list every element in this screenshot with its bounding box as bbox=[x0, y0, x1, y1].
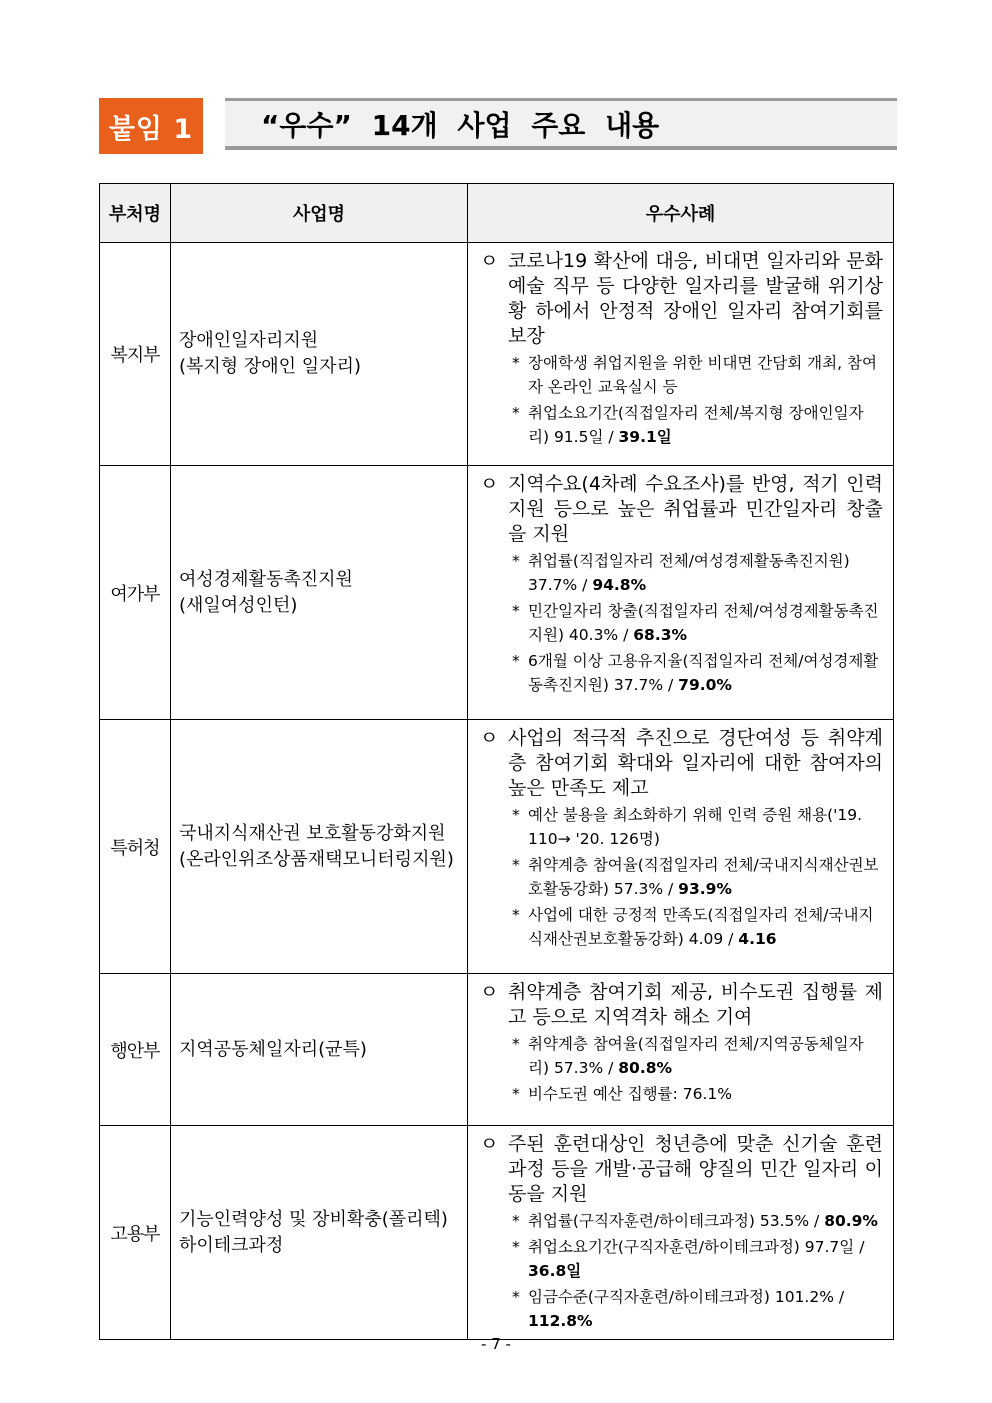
note-marker: * bbox=[512, 354, 520, 372]
note-highlight-value: 80.8% bbox=[618, 1059, 673, 1077]
project-subname: (복지형 장애인 일자리) bbox=[179, 356, 361, 377]
attachment-badge: 붙임 1 bbox=[99, 98, 203, 154]
note-highlight-value: 39.1일 bbox=[618, 428, 672, 446]
sub-note bbox=[480, 1235, 883, 1283]
page-header bbox=[99, 98, 897, 154]
sub-note bbox=[480, 351, 883, 399]
main-point-text: 사업의 적극적 추진으로 경단여성 등 취약계층 참여기회 확대와 일자리에 대한 참여자의 높은 만족도 제고 bbox=[508, 727, 883, 799]
project-name: 기능인력양성 및 장비확충(폴리텍) bbox=[179, 1208, 448, 1230]
note-marker: * bbox=[512, 652, 520, 670]
sub-note bbox=[480, 649, 883, 697]
note-marker: * bbox=[512, 1238, 520, 1256]
table-row bbox=[100, 720, 894, 974]
note-text: 취업소요기간(구직자훈련/하이테크과정) 97.7일 / bbox=[528, 1238, 865, 1256]
sub-note bbox=[480, 549, 883, 597]
note-highlight-value: 93.9% bbox=[678, 880, 732, 898]
bullet-marker: ㅇ bbox=[480, 473, 499, 495]
cases-cell bbox=[468, 243, 894, 466]
note-highlight-value: 112.8% bbox=[528, 1312, 593, 1330]
note-text: 6개월 이상 고용유지율(직접일자리 전체/여성경제활동촉진지원) 37.7% / bbox=[528, 652, 879, 694]
project-cell bbox=[171, 466, 468, 720]
note-highlight-value: 79.0% bbox=[678, 676, 732, 694]
note-marker: * bbox=[512, 1288, 520, 1306]
main-point bbox=[480, 472, 883, 547]
project-name: 국내지식재산권 보호활동강화지원 bbox=[179, 822, 446, 844]
project-name: 장애인일자리지원 bbox=[179, 330, 319, 351]
main-point-text: 주된 훈련대상인 청년층에 맞춘 신기술 훈련과정 등을 개발·공급해 양질의 민간 일자리 이동을 지원 bbox=[508, 1133, 883, 1205]
sub-note bbox=[480, 853, 883, 901]
sub-note bbox=[480, 1082, 883, 1106]
note-text: 취업률(구직자훈련/하이테크과정) 53.5% / bbox=[528, 1212, 825, 1230]
main-point-text: 지역수요(4차례 수요조사)를 반영, 적기 인력지원 등으로 높은 취업률과 민간일자리 창출을 지원 bbox=[508, 473, 883, 545]
cases-cell bbox=[468, 720, 894, 974]
header-project: 사업명 bbox=[171, 184, 468, 243]
dept-cell: 특허청 bbox=[100, 720, 171, 974]
bullet-marker: ㅇ bbox=[480, 727, 499, 749]
bullet-marker: ㅇ bbox=[480, 981, 499, 1003]
table-row bbox=[100, 974, 894, 1126]
note-text: 취업률(직접일자리 전체/여성경제활동촉진지원) 37.7% / bbox=[528, 552, 850, 594]
note-text: 취약계층 참여율(직접일자리 전체/지역공동체일자리) 57.3% / bbox=[528, 1035, 864, 1077]
project-cell bbox=[171, 974, 468, 1126]
main-point bbox=[480, 980, 883, 1030]
note-marker: * bbox=[512, 1035, 520, 1053]
header-dept: 부처명 bbox=[100, 184, 171, 243]
project-subname: (새일여성인턴) bbox=[179, 594, 298, 616]
bullet-marker: ㅇ bbox=[480, 1133, 499, 1155]
note-text: 민간일자리 창출(직접일자리 전체/여성경제활동촉진지원) 40.3% / bbox=[528, 602, 879, 644]
sub-note bbox=[480, 1032, 883, 1080]
table-row bbox=[100, 1126, 894, 1340]
sub-note bbox=[480, 401, 883, 449]
project-name: 지역공동체일자리(균특) bbox=[179, 1038, 367, 1060]
table-row bbox=[100, 243, 894, 466]
table-row bbox=[100, 466, 894, 720]
dept-cell: 여가부 bbox=[100, 466, 171, 720]
sub-note bbox=[480, 803, 883, 851]
note-highlight-value: 68.3% bbox=[633, 626, 688, 644]
project-subname: 하이테크과정 bbox=[179, 1234, 284, 1256]
project-cell bbox=[171, 1126, 468, 1340]
note-marker: * bbox=[512, 602, 520, 620]
page-number: - 7 - bbox=[481, 1335, 511, 1353]
note-text: 예산 불용을 최소화하기 위해 인력 증원 채용('19. 110→ '20. 126명) bbox=[528, 806, 863, 848]
note-highlight-value: 80.9% bbox=[824, 1212, 878, 1230]
dept-cell: 행안부 bbox=[100, 974, 171, 1126]
cases-cell bbox=[468, 1126, 894, 1340]
project-cell bbox=[171, 720, 468, 974]
project-subname: (온라인위조상품재택모니터링지원) bbox=[179, 848, 454, 870]
main-point-text: 코로나19 확산에 대응, 비대면 일자리와 문화예술 직무 등 다양한 일자리를 발굴해 위기상황 하에서 안정적 장애인 일자리 참여기회를 보장 bbox=[508, 250, 883, 347]
table-header-row bbox=[100, 184, 894, 243]
cases-cell bbox=[468, 466, 894, 720]
note-marker: * bbox=[512, 1212, 520, 1230]
dept-cell: 복지부 bbox=[100, 243, 171, 466]
note-text: 사업에 대한 긍정적 만족도(직접일자리 전체/국내지식재산권보호활동강화) 4.09 / bbox=[528, 906, 874, 948]
cases-cell bbox=[468, 974, 894, 1126]
note-marker: * bbox=[512, 806, 520, 824]
note-highlight-value: 94.8% bbox=[592, 576, 647, 594]
project-cell bbox=[171, 243, 468, 466]
sub-note bbox=[480, 599, 883, 647]
main-point bbox=[480, 249, 883, 349]
note-text: 장애학생 취업지원을 위한 비대면 간담회 개최, 참여자 온라인 교육실시 등 bbox=[528, 354, 877, 396]
sub-note bbox=[480, 1209, 883, 1233]
bullet-marker: ㅇ bbox=[480, 250, 499, 272]
note-text: 비수도권 예산 집행률: 76.1% bbox=[528, 1085, 733, 1103]
page-title: “우수” 14개 사업 주요 내용 bbox=[261, 108, 660, 142]
header-cases: 우수사례 bbox=[468, 184, 894, 243]
sub-note bbox=[480, 903, 883, 951]
note-highlight-value: 4.16 bbox=[738, 930, 777, 948]
note-marker: * bbox=[512, 1085, 520, 1103]
sub-note bbox=[480, 1285, 883, 1333]
note-marker: * bbox=[512, 404, 520, 422]
main-point-text: 취약계층 참여기회 제공, 비수도권 집행률 제고 등으로 지역격차 해소 기여 bbox=[508, 981, 883, 1028]
main-point bbox=[480, 1132, 883, 1207]
projects-table bbox=[99, 183, 894, 1340]
note-text: 취약계층 참여율(직접일자리 전체/국내지식재산권보호활동강화) 57.3% / bbox=[528, 856, 879, 898]
dept-cell: 고용부 bbox=[100, 1126, 171, 1340]
note-highlight-value: 36.8일 bbox=[528, 1262, 582, 1280]
note-text: 취업소요기간(직접일자리 전체/복지형 장애인일자리) 91.5일 / bbox=[528, 404, 864, 446]
title-box bbox=[225, 98, 897, 150]
note-marker: * bbox=[512, 856, 520, 874]
main-point bbox=[480, 726, 883, 801]
note-marker: * bbox=[512, 552, 520, 570]
project-name: 여성경제활동촉진지원 bbox=[179, 568, 353, 590]
note-text: 임금수준(구직자훈련/하이테크과정) 101.2% / bbox=[528, 1288, 845, 1306]
note-marker: * bbox=[512, 906, 520, 924]
